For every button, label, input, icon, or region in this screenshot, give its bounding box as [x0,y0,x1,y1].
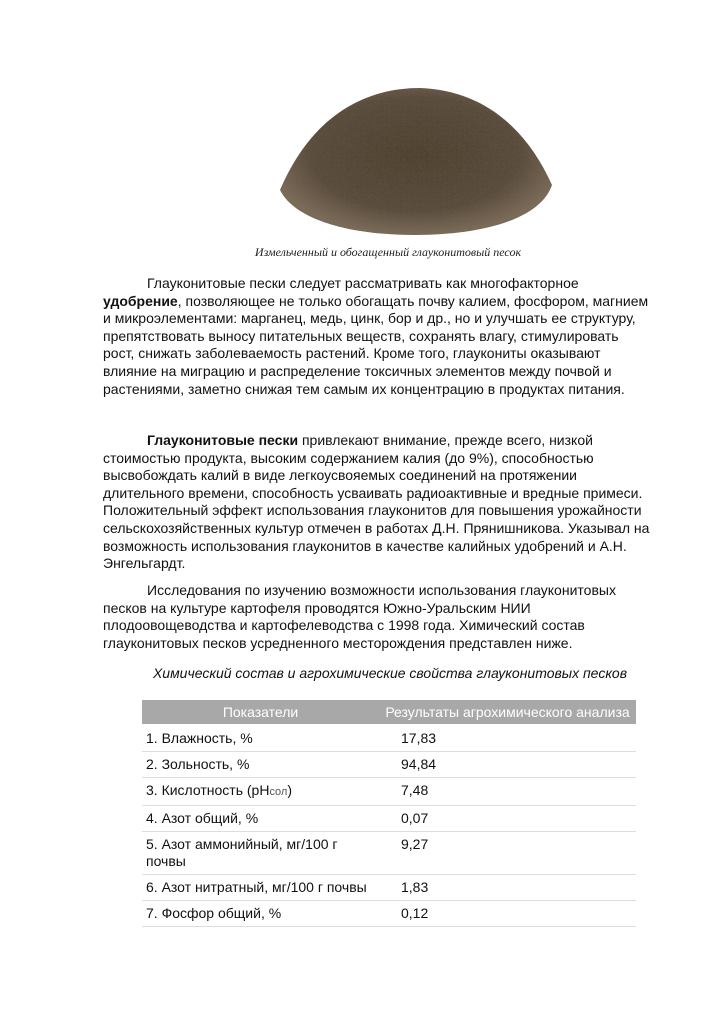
indicator-label: 6. Азот нитратный, мг/100 г почвы [146,879,367,895]
bold-term: удобрение [103,292,178,309]
indicator-label: 7. Фосфор общий, % [146,905,282,921]
table-header-row [142,700,636,725]
indicator-cell [142,806,379,832]
text-segment: привлекают внимание, прежде всего, низкой стоимостью продукта, высоким содержанием калия (до 9%), способностью высвобождать калий в виде легкоусвояемых соединений на протяжении длительного времени, способность усваивать радиоактивные и вредные примеси. Положительный эффект использования глауконитов для повышения урожайности сельскохозяйственных культур отмечен в работах Д.Н. Прянишникова. Указывал на возможность использования глауконитов в качестве калийных удобрений и А.Н. Энгельгардт. [103,432,650,572]
value-cell: 17,83 [379,725,636,752]
value-cell: 94,84 [379,752,636,778]
paragraph-2 [103,432,651,573]
suffix: ) [287,782,293,798]
indicator-label: 5. Азот аммонийный, мг/100 г почвы [146,836,338,869]
paragraph-3 [103,582,651,652]
indicator-cell [142,875,379,901]
composition-table [142,700,636,927]
header-indicators: Показатели [142,700,379,725]
indicator-cell [142,778,379,806]
paragraph-1 [103,275,651,398]
indicator-cell [142,901,379,927]
indicator-label: 1. Влажность, % [146,730,253,746]
figure-caption: Измельченный и обогащенный глауконитовый песок [254,245,522,259]
value-cell: 0,12 [379,901,636,927]
indicator-cell [142,752,379,778]
text-segment: , позволяющее не только обогащать почву калием, фосфором, магнием и микроэлементами: марганец, медь, цинк, бор и др., но и улучшать ее структуру, препятствовать выносу питательных веществ, сохранять влагу, стимулировать рост, снижать заболеваемость растений. Кроме того, глаукониты оказывают влияние на миграцию и распределение токсичных элементов между почвой и растениями, заметно снижая тем самым их концентрацию в продуктах питания. [103,292,649,397]
table-row [142,725,636,752]
indicator-label: 4. Азот общий, % [146,810,259,826]
table-row [142,832,636,875]
table-caption: Химический состав и агрохимические свойства глауконитовых песков [152,665,628,681]
subscript: сол [269,786,288,798]
value-cell: 9,27 [379,832,636,875]
text-segment: Глауконитовые пески следует рассматривать как многофакторное [147,275,579,291]
bold-term: Глауконитовые пески [147,432,299,448]
value-cell: 0,07 [379,806,636,832]
table-row [142,901,636,927]
table-row [142,778,636,806]
sand-pile-photo [270,80,560,240]
indicator-cell [142,832,379,875]
indicator-label: 3. Кислотность (pH [146,782,270,798]
table-row [142,752,636,778]
indicator-label: 2. Зольность, % [146,756,250,772]
value-cell: 7,48 [379,778,636,806]
table-row [142,875,636,901]
table-row [142,806,636,832]
value-cell: 1,83 [379,875,636,901]
header-results: Результаты агрохимического анализа [379,700,636,725]
text-segment: Исследования по изучению возможности использования глауконитовых песков на культуре картофеля проводятся Южно-Уральским НИИ плодоовощеводства и картофелеводства с 1998 года. Химический состав глауконитовых песков усредненного месторождения представлен ниже. [103,582,616,651]
indicator-cell [142,725,379,752]
